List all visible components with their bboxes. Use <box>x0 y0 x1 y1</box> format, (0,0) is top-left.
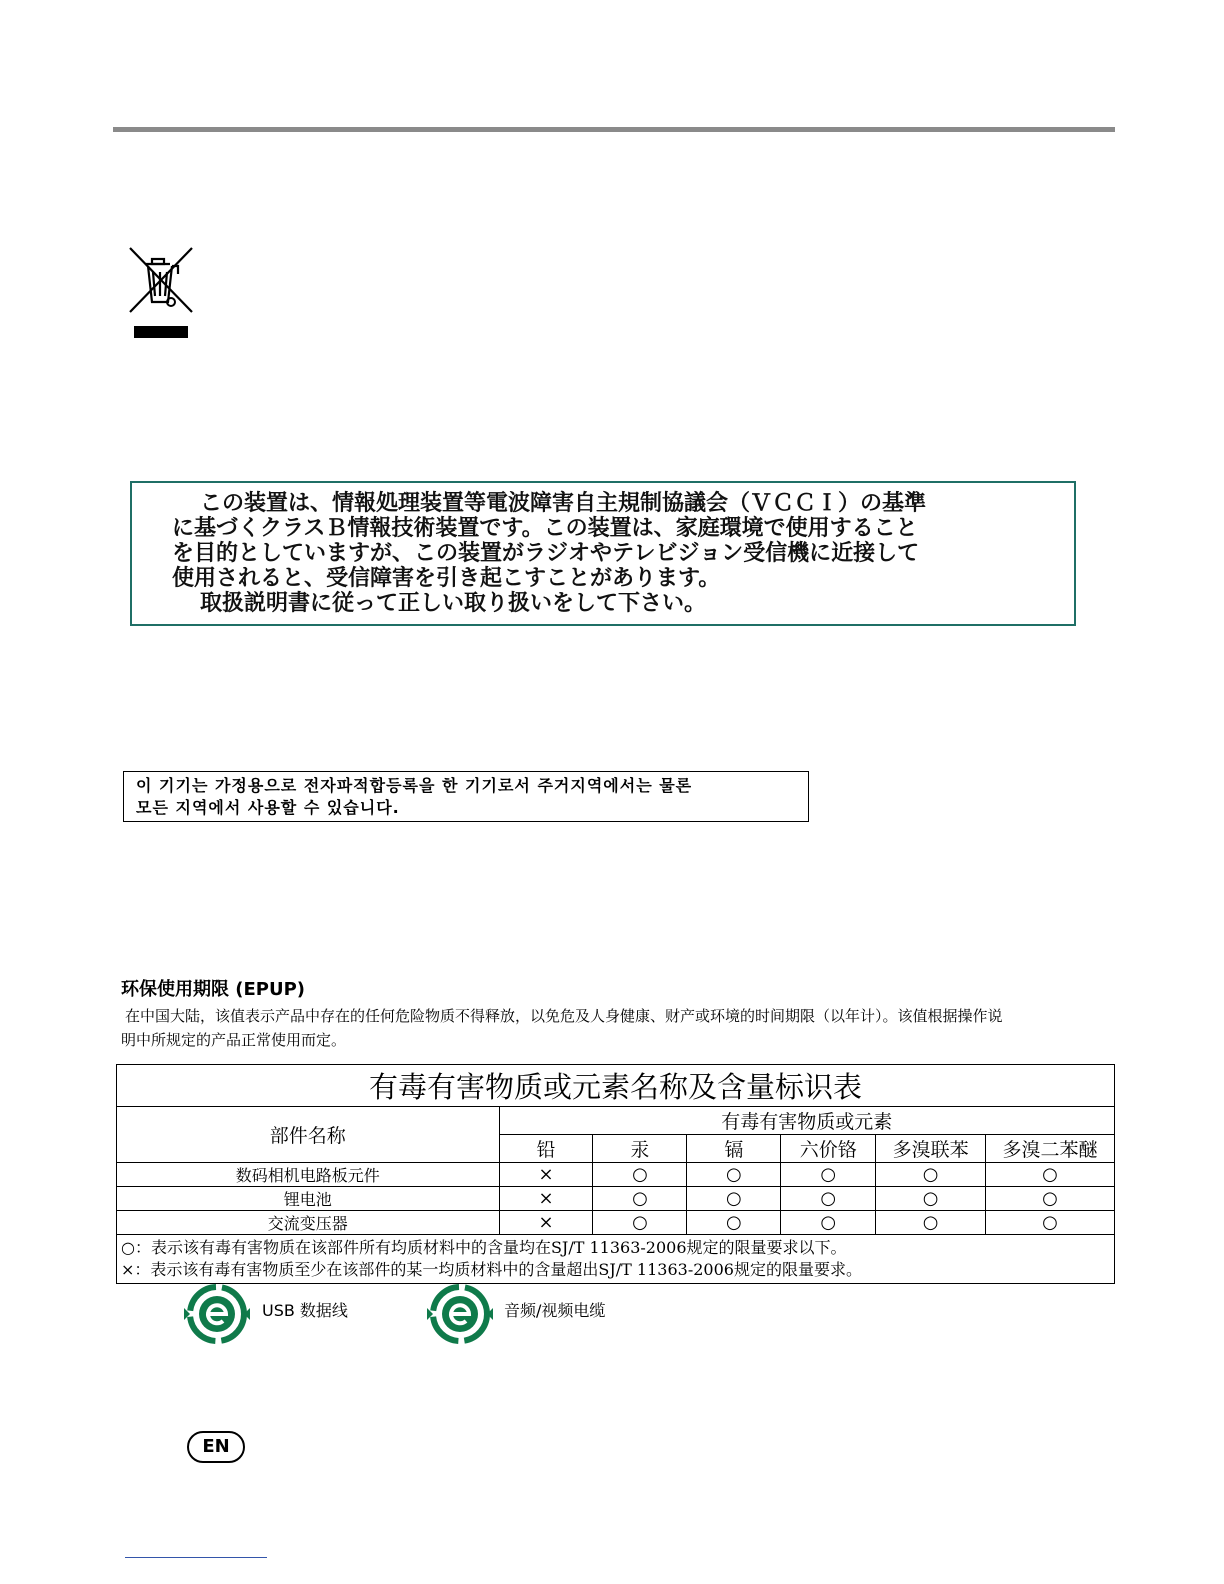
table-title: 有毒有害物质或元素名称及含量标识表 <box>117 1065 1115 1107</box>
substance-mark: × <box>499 1211 593 1235</box>
substance-mark: ○ <box>593 1187 687 1211</box>
substance-header: 多溴二苯醚 <box>986 1135 1115 1163</box>
part-name: 交流变压器 <box>117 1211 500 1235</box>
epup-title: 环保使用期限 (EPUP) <box>121 979 306 1000</box>
kc-line: 이 기기는 가정용으로 전자파적합등록을 한 기기로서 주거지역에서는 물론 <box>136 776 693 795</box>
kc-notice <box>123 771 809 822</box>
substance-mark: ○ <box>687 1187 781 1211</box>
vcci-line: を目的としていますが、この装置がラジオやテレビジョン受信機に近接して <box>172 541 920 566</box>
part-name: 锂电池 <box>117 1187 500 1211</box>
substance-mark: ○ <box>876 1163 986 1187</box>
substance-header: 镉 <box>687 1135 781 1163</box>
table-row <box>117 1211 1115 1235</box>
table-note: ×：表示该有毒有害物质至少在该部件的某一均质材料中的含量超出SJ/T 11363-2006规定的限量要求。 <box>121 1260 862 1279</box>
header-rule <box>113 127 1115 132</box>
eco-label: 音频/视频电缆 <box>504 1301 606 1320</box>
substance-mark: ○ <box>781 1187 876 1211</box>
substance-mark: ○ <box>687 1211 781 1235</box>
substance-mark: × <box>499 1187 593 1211</box>
epup-e-icon <box>427 1283 493 1345</box>
vcci-line: この装置は、情報処理装置等電波障害自主規制協議会（ＶＣＣＩ）の基準 <box>200 491 927 516</box>
substance-header: 铅 <box>499 1135 593 1163</box>
language-badge: EN <box>187 1431 245 1463</box>
substance-mark: ○ <box>687 1163 781 1187</box>
part-name: 数码相机电路板元件 <box>117 1163 500 1187</box>
epup-description <box>121 1004 1111 1052</box>
weee-bin-icon <box>126 244 198 340</box>
substance-mark: × <box>499 1163 593 1187</box>
epup-desc-line: 明中所规定的产品正常使用而定。 <box>121 1031 347 1049</box>
substance-header: 汞 <box>593 1135 687 1163</box>
substance-mark: ○ <box>876 1211 986 1235</box>
substance-group-header: 有毒有害物质或元素 <box>499 1107 1114 1135</box>
substance-header: 多溴联苯 <box>876 1135 986 1163</box>
table-notes <box>117 1235 1115 1284</box>
substance-mark: ○ <box>986 1187 1115 1211</box>
substance-mark: ○ <box>781 1163 876 1187</box>
footer-rule <box>125 1557 267 1558</box>
table-row <box>117 1163 1115 1187</box>
vcci-line: 取扱説明書に従って正しい取り扱いをして下さい。 <box>200 591 707 616</box>
substance-mark: ○ <box>593 1163 687 1187</box>
hazardous-substance-table <box>116 1064 1115 1284</box>
kc-line: 모든 지역에서 사용할 수 있습니다. <box>136 798 400 817</box>
eco-label: USB 数据线 <box>262 1301 348 1320</box>
substance-mark: ○ <box>876 1187 986 1211</box>
substance-header: 六价铬 <box>781 1135 876 1163</box>
substance-mark: ○ <box>781 1211 876 1235</box>
table-row <box>117 1187 1115 1211</box>
substance-mark: ○ <box>593 1211 687 1235</box>
table-note: ○：表示该有毒有害物质在该部件所有均质材料中的含量均在SJ/T 11363-2006规定的限量要求以下。 <box>121 1238 847 1257</box>
vcci-line: 使用されると、受信障害を引き起こすことがあります。 <box>172 566 721 591</box>
substance-mark: ○ <box>986 1163 1115 1187</box>
substance-mark: ○ <box>986 1211 1115 1235</box>
vcci-line: に基づくクラスＢ情報技術装置です。この装置は、家庭環境で使用すること <box>172 516 918 541</box>
epup-desc-line: 在中国大陆，该值表示产品中存在的任何危险物质不得释放，以免危及人身健康、财产或环境的时间期限（以年计）。该值根据操作说 <box>125 1007 1003 1025</box>
part-name-header: 部件名称 <box>117 1107 500 1163</box>
vcci-notice <box>130 481 1076 626</box>
epup-e-icon <box>184 1283 250 1345</box>
